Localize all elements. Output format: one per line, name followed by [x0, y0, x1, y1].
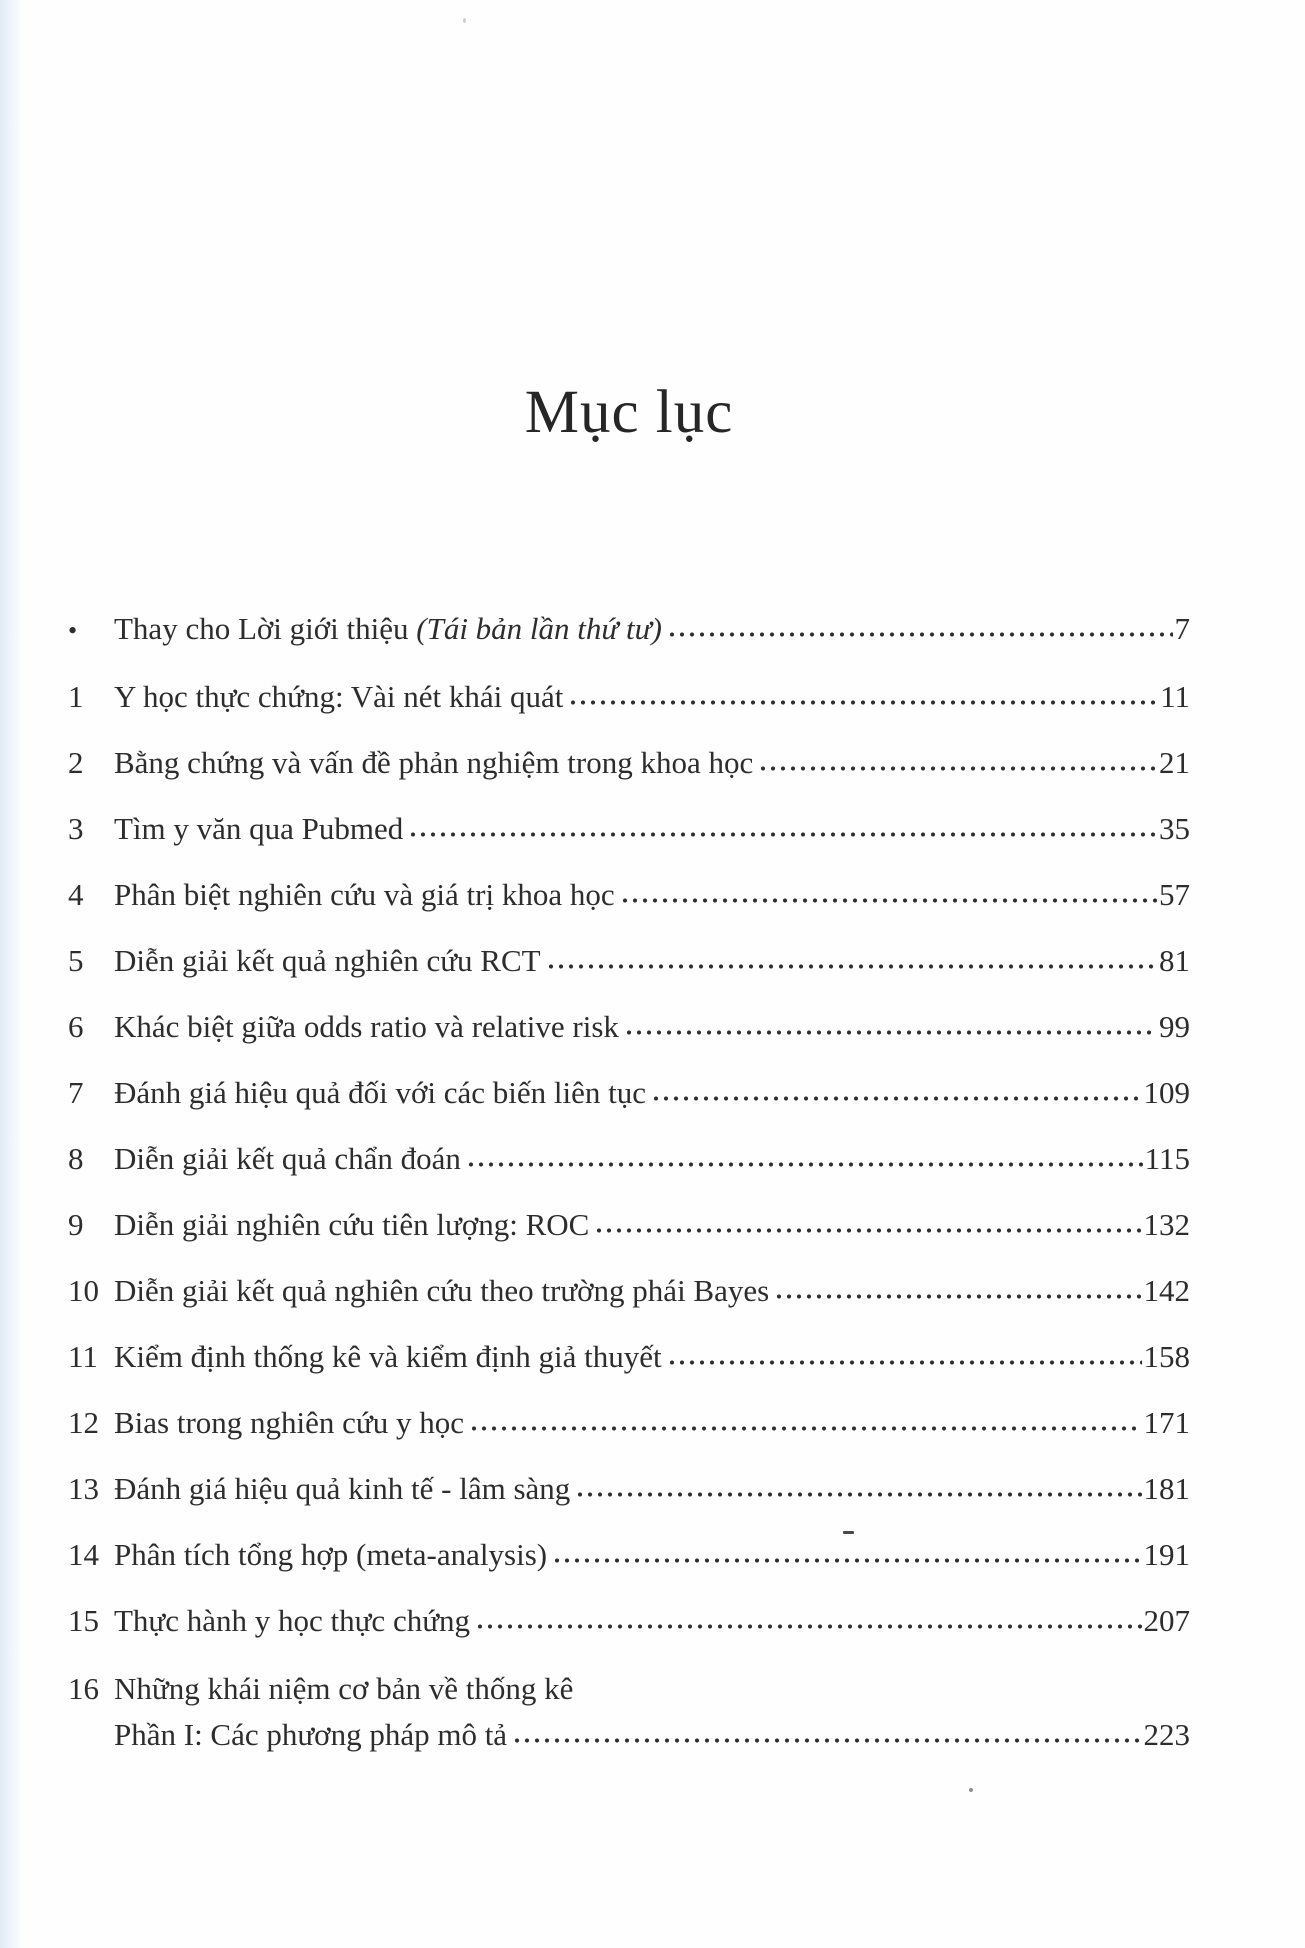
dot-leader	[466, 1160, 1143, 1169]
entry-number: 7	[68, 1075, 84, 1110]
entry-title	[114, 1468, 570, 1510]
entry-page-number: 223	[1143, 1717, 1190, 1752]
toc-entry	[68, 1600, 1190, 1642]
entry-title-text: Diễn giải kết quả chẩn đoán	[114, 1141, 461, 1176]
toc-entry	[68, 1270, 1190, 1312]
toc-entry	[68, 940, 1190, 982]
entry-page-number: 171	[1143, 1405, 1190, 1440]
entry-page-number: 158	[1143, 1339, 1190, 1374]
scan-artifact-speck	[968, 1787, 974, 1793]
entry-body	[114, 1666, 1190, 1758]
entry-number: 3	[68, 811, 84, 846]
dot-leader	[758, 764, 1157, 773]
entry-page-number: 181	[1143, 1471, 1190, 1506]
toc-entry	[68, 1402, 1190, 1444]
entry-number: 6	[68, 1009, 84, 1044]
toc-entry	[68, 676, 1190, 718]
dot-leader	[594, 1226, 1141, 1235]
entry-title	[114, 874, 615, 916]
entry-title-line1: Những khái niệm cơ bản về thống kê	[114, 1671, 574, 1706]
entry-title-text: Y học thực chứng: Vài nét khái quát	[114, 679, 564, 714]
entry-title	[114, 1006, 619, 1048]
scan-artifact-speck	[463, 18, 466, 23]
entry-title	[114, 1072, 646, 1114]
entry-title-text: Đánh giá hiệu quả kinh tế - lâm sàng	[114, 1471, 571, 1506]
entry-title-text: Phân tích tổng hợp (meta-analysis)	[114, 1537, 548, 1572]
entry-number: 16	[68, 1671, 99, 1706]
dot-leader	[667, 630, 1173, 639]
entry-title-text: Khác biệt giữa odds ratio và relative risk	[114, 1009, 619, 1044]
toc-entry	[68, 1072, 1190, 1114]
entry-title-text: Diễn giải kết quả nghiên cứu theo trường phái Bayes	[114, 1273, 770, 1308]
dot-leader	[774, 1292, 1141, 1301]
dot-leader	[651, 1094, 1141, 1103]
entry-title-text: Thay cho Lời giới thiệu	[114, 611, 417, 646]
entry-number: 1	[68, 679, 84, 714]
table-of-contents	[68, 608, 1190, 1758]
dot-leader	[469, 1424, 1142, 1433]
entry-page-number: 207	[1143, 1603, 1190, 1638]
entry-number: 12	[68, 1405, 99, 1440]
toc-entry	[68, 808, 1190, 850]
entry-page-number: 109	[1143, 1075, 1190, 1110]
dot-leader	[624, 1028, 1157, 1037]
entry-title	[114, 1600, 470, 1642]
dot-leader	[475, 1622, 1141, 1631]
entry-title	[114, 1402, 464, 1444]
entry-number: 13	[68, 1471, 99, 1506]
toc-entry	[68, 1006, 1190, 1048]
entry-page-number: 57	[1159, 877, 1190, 912]
entry-title-text: Diễn giải kết quả nghiên cứu RCT	[114, 943, 541, 978]
dot-leader	[667, 1358, 1142, 1367]
entry-bullet: •	[68, 616, 78, 645]
entry-number: 14	[68, 1537, 99, 1572]
entry-title	[114, 1270, 769, 1312]
entry-title	[114, 940, 541, 982]
toc-entry	[68, 1468, 1190, 1510]
toc-entry	[68, 874, 1190, 916]
entry-page-number: 81	[1159, 943, 1190, 978]
toc-entry	[68, 1534, 1190, 1576]
entry-page-number: 132	[1143, 1207, 1190, 1242]
entry-title	[114, 1534, 547, 1576]
dot-leader	[552, 1556, 1141, 1565]
entry-page-number: 11	[1160, 679, 1190, 714]
entry-title-text: Thực hành y học thực chứng	[114, 1603, 471, 1638]
entry-title-text: Diễn giải nghiên cứu tiên lượng: ROC	[114, 1207, 590, 1242]
entry-title-line2: Phần I: Các phương pháp mô tả	[114, 1717, 508, 1752]
dot-leader	[568, 698, 1158, 707]
page-title: Mục lục	[524, 379, 734, 446]
entry-page-number: 191	[1143, 1537, 1190, 1572]
toc-entry	[68, 742, 1190, 784]
entry-title-line2-row	[114, 1712, 1190, 1758]
toc-entry	[68, 608, 1190, 652]
entry-page-number: 115	[1144, 1141, 1190, 1176]
entry-page-number: 142	[1143, 1273, 1190, 1308]
entry-number: 15	[68, 1603, 99, 1638]
entry-number: 10	[68, 1273, 99, 1308]
entry-page-number: 99	[1159, 1009, 1190, 1044]
entry-title	[114, 676, 563, 718]
toc-entry	[68, 1666, 1190, 1758]
entry-title	[114, 608, 662, 650]
entry-title	[114, 1204, 589, 1246]
entry-page-number: 35	[1159, 811, 1190, 846]
entry-title-italic: (Tái bản lần thứ tư)	[416, 611, 662, 646]
entry-title-text: Tìm y văn qua Pubmed	[114, 811, 404, 846]
toc-entry	[68, 1336, 1190, 1378]
entry-number: 11	[68, 1339, 98, 1374]
entry-page-number: 7	[1174, 611, 1190, 646]
entry-page-number: 21	[1159, 745, 1190, 780]
entry-title-text: Phân biệt nghiên cứu và giá trị khoa học	[114, 877, 615, 912]
entry-number: 4	[68, 877, 84, 912]
entry-title	[114, 742, 753, 784]
entry-title-text: Đánh giá hiệu quả đối với các biến liên tục	[114, 1075, 647, 1110]
entry-number: 9	[68, 1207, 84, 1242]
entry-title	[114, 1336, 662, 1378]
entry-title	[114, 808, 403, 850]
entry-number: 8	[68, 1141, 84, 1176]
toc-entry	[68, 1138, 1190, 1180]
dot-leader	[512, 1736, 1141, 1745]
entry-number: 5	[68, 943, 84, 978]
entry-title-text: Bằng chứng và vấn đề phản nghiệm trong khoa học	[114, 745, 754, 780]
toc-entry	[68, 1204, 1190, 1246]
dot-leader	[408, 830, 1157, 839]
dot-leader	[575, 1490, 1141, 1499]
dot-leader	[620, 896, 1157, 905]
entry-number: 2	[68, 745, 84, 780]
entry-title-text: Kiểm định thống kê và kiểm định giả thuyết	[114, 1339, 662, 1374]
entry-title-text: Bias trong nghiên cứu y học	[114, 1405, 464, 1440]
dot-leader	[546, 962, 1157, 971]
scan-artifact-dash	[843, 1531, 854, 1534]
entry-title	[114, 1138, 461, 1180]
